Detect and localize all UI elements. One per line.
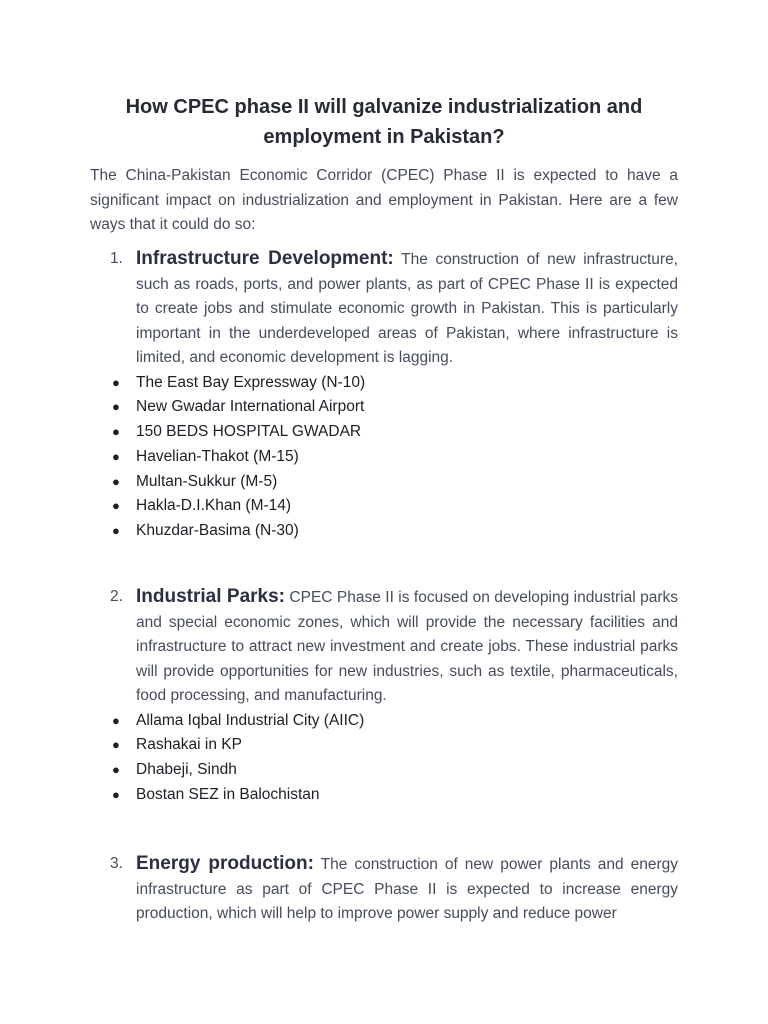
bullet-icon: ● <box>112 399 120 415</box>
document-title: How CPEC phase II will galvanize industrialization and employment in Pakistan? <box>125 96 643 148</box>
list-item: ● Dhabeji, Sindh <box>90 758 678 783</box>
list-item: ● Rashakai in KP <box>90 733 678 758</box>
section-industrial-parks <box>90 585 678 808</box>
section-energy-production <box>90 852 678 927</box>
numbered-paragraph <box>90 585 678 709</box>
bullet-icon: ● <box>112 448 120 464</box>
list-number: 1. <box>110 250 123 267</box>
bullet-icon: ● <box>112 374 120 390</box>
bullet-list <box>90 371 678 545</box>
intro-paragraph: The China-Pakistan Economic Corridor (CPEC) Phase II is expected to have a significant impact on industrialization and employment in Pakistan. Here are a few ways that it could do so: <box>90 167 678 233</box>
list-item: ● Allama Iqbal Industrial City (AIIC) <box>90 709 678 734</box>
bullet-list <box>90 709 678 808</box>
list-item: ● Bostan SEZ in Balochistan <box>90 783 678 808</box>
section-heading: Energy production: <box>136 853 314 874</box>
numbered-paragraph <box>90 852 678 927</box>
list-item: ● Multan-Sukkur (M-5) <box>90 470 678 495</box>
bullet-icon: ● <box>112 762 120 778</box>
list-number: 2. <box>110 588 123 605</box>
list-item: ● New Gwadar International Airport <box>90 395 678 420</box>
section-text: CPEC Phase II is focused on developing industrial parks and special economic zones, which will provide the necessary facilities and infrastructure to attract new investment and create jobs. These industrial parks will provide opportunities for new industries, such as textile, pharmaceuticals, food processing, and manufacturing. <box>136 589 678 704</box>
bullet-icon: ● <box>112 473 120 489</box>
list-item: ● The East Bay Expressway (N-10) <box>90 371 678 396</box>
list-item: ● Havelian-Thakot (M-15) <box>90 445 678 470</box>
list-number: 3. <box>110 855 123 872</box>
section-infrastructure-development <box>90 247 678 544</box>
section-heading: Industrial Parks: <box>136 586 285 607</box>
list-item: ● 150 BEDS HOSPITAL GWADAR <box>90 420 678 445</box>
bullet-icon: ● <box>112 523 120 539</box>
list-item: ● Khuzdar-Basima (N-30) <box>90 519 678 544</box>
section-heading: Infrastructure Development: <box>136 248 394 269</box>
section-text: The construction of new power plants and energy infrastructure as part of CPEC Phase II is expected to increase energy production, which will help to improve power supply and reduce power <box>136 856 678 922</box>
numbered-paragraph <box>90 247 678 371</box>
section-text: The construction of new infrastructure, such as roads, ports, and power plants, as part of CPEC Phase II is expected to create jobs and stimulate economic growth in Pakistan. This is particularly important in the underdeveloped areas of Pakistan, where infrastructure is limited, and economic development is lagging. <box>136 251 678 366</box>
bullet-icon: ● <box>112 737 120 753</box>
bullet-icon: ● <box>112 498 120 514</box>
bullet-icon: ● <box>112 424 120 440</box>
list-item: ● Hakla-D.I.Khan (M-14) <box>90 494 678 519</box>
bullet-icon: ● <box>112 786 120 802</box>
bullet-icon: ● <box>112 712 120 728</box>
